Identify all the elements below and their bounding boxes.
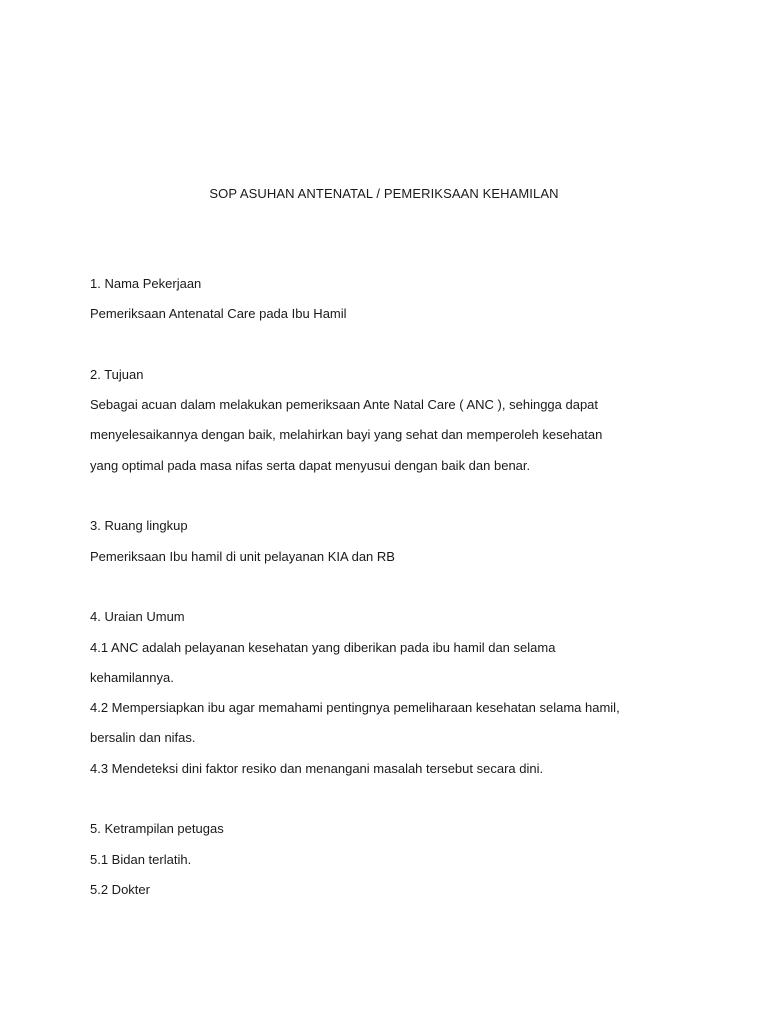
section-heading-ruang-lingkup: 3. Ruang lingkup bbox=[90, 518, 188, 533]
paragraph-line: 5.2 Dokter bbox=[90, 882, 150, 897]
paragraph-line: menyelesaikannya dengan baik, melahirkan bayi yang sehat dan memperoleh kesehatan bbox=[90, 427, 603, 442]
paragraph-line: Pemeriksaan Antenatal Care pada Ibu Hamil bbox=[90, 306, 347, 321]
paragraph-line: 4.3 Mendeteksi dini faktor resiko dan menangani masalah tersebut secara dini. bbox=[90, 761, 544, 776]
document-title: SOP ASUHAN ANTENATAL / PEMERIKSAAN KEHAMILAN bbox=[209, 186, 559, 201]
section-heading-ketrampilan-petugas: 5. Ketrampilan petugas bbox=[90, 821, 224, 836]
paragraph-line: 5.1 Bidan terlatih. bbox=[90, 852, 192, 867]
paragraph-line: bersalin dan nifas. bbox=[90, 730, 196, 745]
paragraph-line: 4.1 ANC adalah pelayanan kesehatan yang diberikan pada ibu hamil dan selama bbox=[90, 640, 556, 655]
paragraph-line: Pemeriksaan Ibu hamil di unit pelayanan KIA dan RB bbox=[90, 549, 395, 564]
paragraph-line: yang optimal pada masa nifas serta dapat menyusui dengan baik dan benar. bbox=[90, 458, 531, 473]
paragraph-line: Sebagai acuan dalam melakukan pemeriksaan Ante Natal Care ( ANC ), sehingga dapat bbox=[90, 397, 599, 412]
section-heading-nama-pekerjaan: 1. Nama Pekerjaan bbox=[90, 276, 202, 291]
paragraph-line: kehamilannya. bbox=[90, 670, 174, 685]
section-heading-uraian-umum: 4. Uraian Umum bbox=[90, 609, 185, 624]
section-heading-tujuan: 2. Tujuan bbox=[90, 367, 144, 382]
paragraph-line: 4.2 Mempersiapkan ibu agar memahami pentingnya pemeliharaan kesehatan selama hamil, bbox=[90, 700, 620, 715]
